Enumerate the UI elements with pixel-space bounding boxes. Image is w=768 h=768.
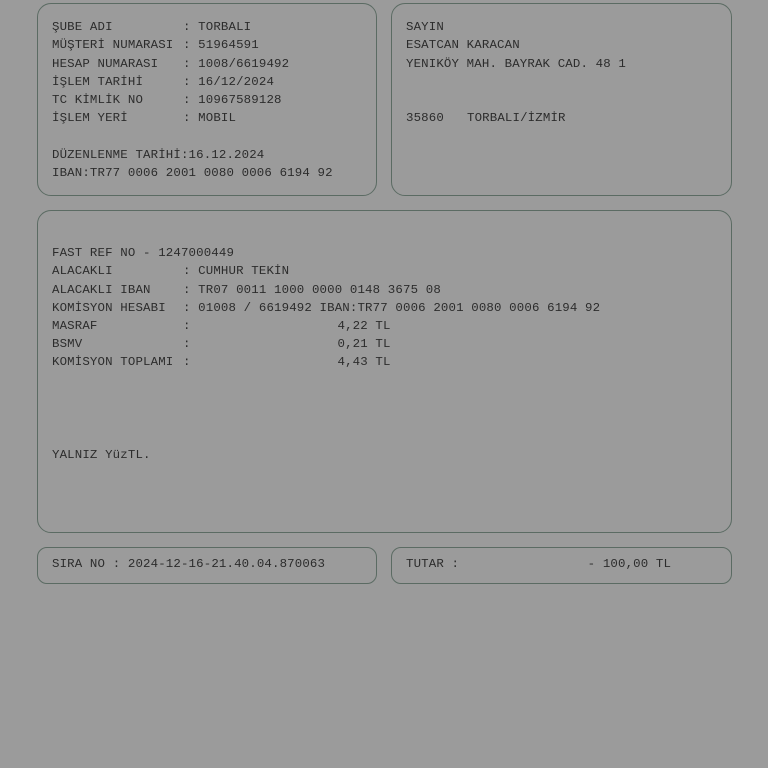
row-value: 16/12/2024 <box>198 75 275 89</box>
commission-total-amount: 4,43 TL <box>337 355 391 369</box>
fee-row: MASRAF : 4,22 TL <box>52 319 391 333</box>
row-label: KOMİSYON HESABI <box>52 301 166 315</box>
row-label: MÜŞTERİ NUMARASI <box>52 38 174 52</box>
transaction-channel-row: İŞLEM YERİ : MOBIL <box>52 111 237 125</box>
row-label: İŞLEM YERİ <box>52 111 128 125</box>
row-value: TR07 0011 1000 0000 0148 3675 08 <box>198 283 441 297</box>
commission-account-row: KOMİSYON HESABI : 01008 / 6619492 IBAN:TR77 0006 2001 0080 0006 6194 92 <box>52 301 601 315</box>
total-amount-box <box>391 547 732 584</box>
row-label: TC KİMLİK NO <box>52 93 144 107</box>
row-label: ALACAKLI <box>52 264 113 278</box>
total-value: - 100,00 TL <box>587 557 672 571</box>
row-label: MASRAF <box>52 319 98 333</box>
postal-code: 35860 <box>406 111 444 125</box>
row-label: İŞLEM TARİHİ <box>52 75 144 89</box>
account-number-row: HESAP NUMARASI : 1008/6619492 <box>52 57 290 71</box>
recipient-row: ALACAKLI : CUMHUR TEKİN <box>52 264 290 278</box>
row-value: 51964591 <box>198 38 259 52</box>
customer-name: ESATCAN KARACAN <box>406 38 520 52</box>
transaction-date-row: İŞLEM TARİHİ : 16/12/2024 <box>52 75 275 89</box>
bsmv-amount: 0,21 TL <box>337 337 391 351</box>
sequence-value: 2024-12-16-21.40.04.870063 <box>127 557 326 571</box>
customer-number-row: MÜŞTERİ NUMARASI : 51964591 <box>52 38 259 52</box>
city: TORBALI/İZMİR <box>467 111 566 125</box>
amount-in-words: YALNIZ YüzTL. <box>52 448 151 462</box>
sequence-number: SIRA NO : 2024-12-16-21.40.04.870063 <box>52 557 326 571</box>
row-label: KOMİSYON TOPLAMI <box>52 355 174 369</box>
city-line <box>406 111 566 125</box>
row-value: 10967589128 <box>198 93 282 107</box>
bsmv-row: BSMV : 0,21 TL <box>52 337 391 351</box>
account-iban: IBAN:TR77 0006 2001 0080 0006 6194 92 <box>52 166 333 180</box>
commission-total-row: KOMİSYON TOPLAMI : 4,43 TL <box>52 355 391 369</box>
sequence-label: SIRA NO <box>52 557 106 571</box>
sequence-number-box <box>37 547 377 584</box>
row-value: 01008 / 6619492 IBAN:TR77 0006 2001 0080 0006 6194 92 <box>198 301 601 315</box>
recipient-iban-row: ALACAKLI IBAN : TR07 0011 1000 0000 0148 3675 08 <box>52 283 441 297</box>
branch-name-row: ŞUBE ADI : TORBALI <box>52 20 252 34</box>
row-value: TORBALI <box>198 20 252 34</box>
fast-ref-number: FAST REF NO - 1247000449 <box>52 246 235 260</box>
account-info-box <box>37 3 377 196</box>
row-value: 1008/6619492 <box>198 57 290 71</box>
total-label: TUTAR : <box>406 557 460 571</box>
row-value: CUMHUR TEKİN <box>198 264 290 278</box>
issue-date: DÜZENLENME TARİHİ:16.12.2024 <box>52 148 265 162</box>
fee-amount: 4,22 TL <box>337 319 391 333</box>
total-amount <box>406 557 671 571</box>
row-label: ŞUBE ADI <box>52 20 113 34</box>
transfer-detail-box <box>37 210 732 533</box>
row-value: MOBIL <box>198 111 237 125</box>
row-label: HESAP NUMARASI <box>52 57 159 71</box>
row-label: ALACAKLI IBAN <box>52 283 151 297</box>
national-id-row: TC KİMLİK NO : 10967589128 <box>52 93 282 107</box>
salutation: SAYIN <box>406 20 444 34</box>
row-label: BSMV <box>52 337 83 351</box>
street-address: YENIKÖY MAH. BAYRAK CAD. 48 1 <box>406 57 626 71</box>
address-box <box>391 3 732 196</box>
